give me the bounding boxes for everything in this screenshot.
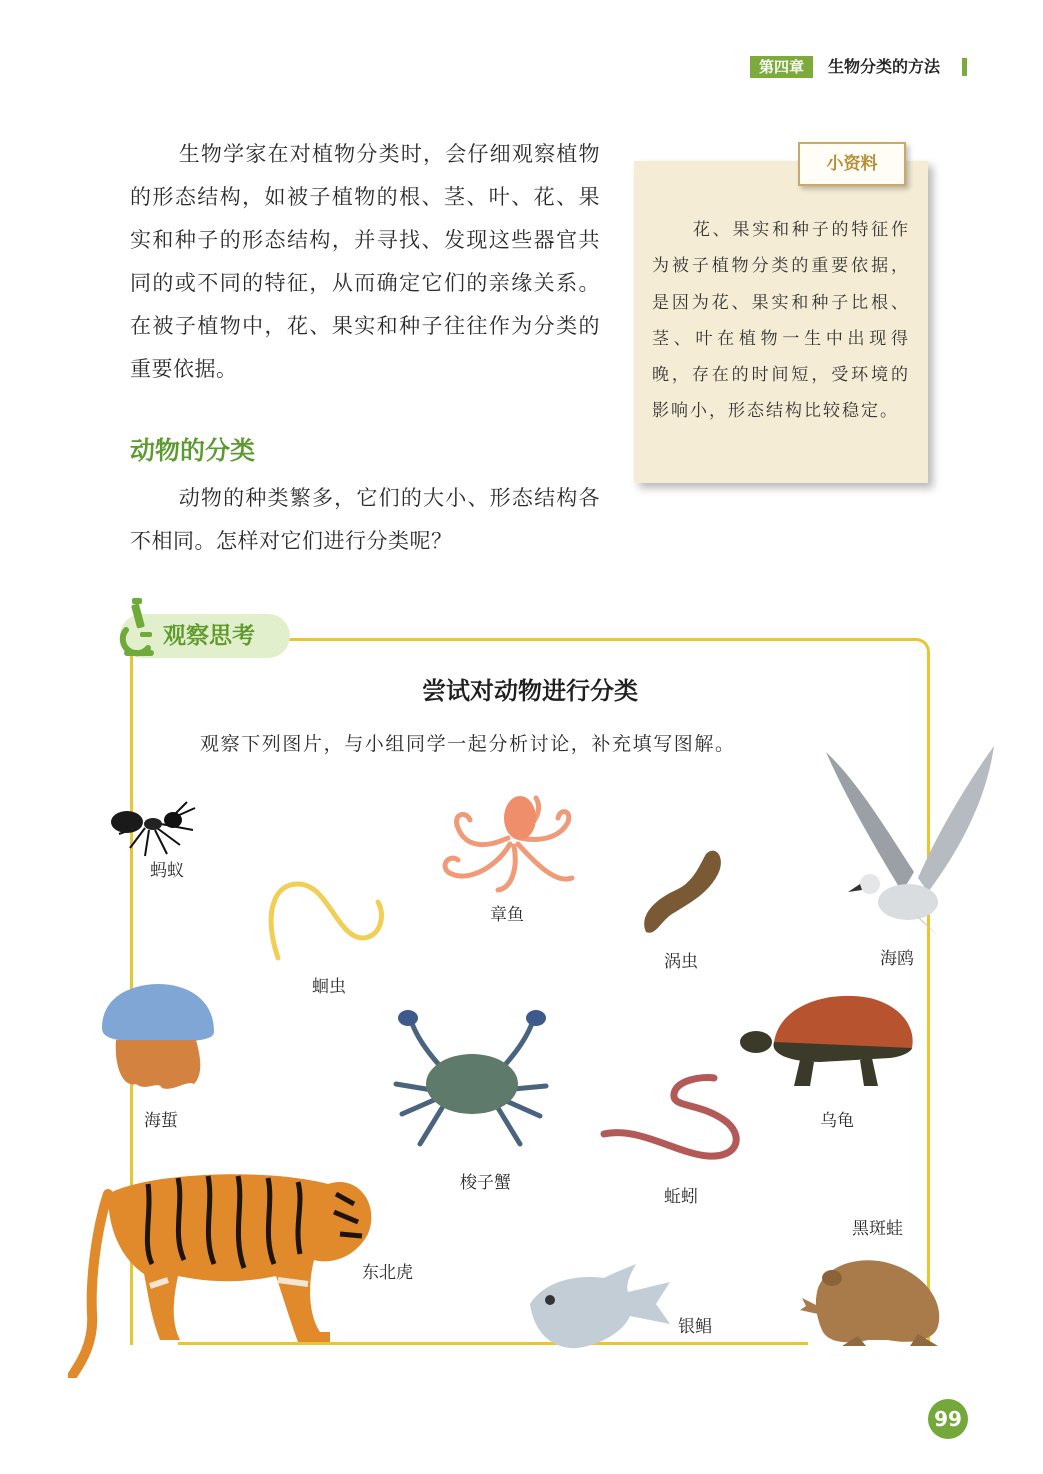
octopus-image	[436, 788, 586, 896]
microscope-icon	[118, 596, 162, 658]
animal-label-tiger: 东北虎	[362, 1263, 413, 1283]
paragraph-animal-classification	[130, 477, 600, 563]
section-heading: 动物的分类	[130, 436, 256, 465]
activity-title: 尝试对动物进行分类	[422, 677, 638, 705]
page-number: 99	[928, 1399, 968, 1439]
info-note-body: 花、果实和种子的特征作为被子植物分类的重要依据，是因为花、果实和种子比根、茎、叶在植物一生中出现得晚，存在的时间短，受环境的影响小，形态结构比较稳定。	[652, 220, 910, 422]
animal-label-ant: 蚂蚁	[150, 861, 184, 881]
ant-image	[105, 800, 200, 860]
gull-image	[818, 742, 998, 942]
info-note-text	[652, 212, 910, 430]
crab-image	[386, 1006, 558, 1158]
paragraph-2-text: 动物的种类繁多，它们的大小、形态结构各不相同。怎样对它们进行分类呢？	[130, 486, 600, 553]
animal-label-earthworm: 蚯蚓	[664, 1187, 698, 1207]
animal-label-jellyfish: 海蜇	[144, 1111, 178, 1131]
frog-image	[798, 1248, 946, 1348]
chapter-title: 生物分类的方法	[828, 57, 941, 76]
paragraph-1-text: 生物学家在对植物分类时，会仔细观察植物的形态结构，如被子植物的根、茎、叶、花、果实和种子的形态结构，并寻找、发现这些器官共同的或不同的特征，从而确定它们的亲缘关系。在被子植物中，花、果实和种子往往作为分类的重要依据。	[130, 142, 600, 381]
chapter-tag: 第四章	[750, 56, 813, 78]
animal-label-pomfret: 银鲳	[678, 1317, 712, 1337]
animal-label-gull: 海鸥	[880, 949, 914, 969]
animal-label-roundworm: 蛔虫	[312, 977, 346, 997]
paragraph-plant-classification	[130, 133, 600, 391]
turtle-image	[740, 990, 920, 1090]
animal-label-crab: 梭子蟹	[460, 1173, 511, 1193]
animal-label-frog: 黑斑蛙	[852, 1219, 903, 1239]
roundworm-image	[258, 876, 393, 966]
tiger-image	[68, 1164, 388, 1378]
activity-label: 观察思考	[163, 623, 255, 649]
jellyfish-image	[96, 984, 220, 1094]
animal-label-turtle: 乌龟	[820, 1111, 854, 1131]
info-note-tag: 小资料	[798, 142, 906, 186]
earthworm-image	[598, 1066, 750, 1180]
activity-instruction: 观察下列图片，与小组同学一起分析讨论，补充填写图解。	[200, 733, 736, 755]
animal-label-octopus: 章鱼	[490, 905, 524, 925]
flatworm-image	[636, 844, 726, 940]
animal-label-flatworm: 涡虫	[664, 952, 698, 972]
chapter-marker-bar	[962, 58, 967, 76]
pomfret-image	[524, 1264, 674, 1354]
